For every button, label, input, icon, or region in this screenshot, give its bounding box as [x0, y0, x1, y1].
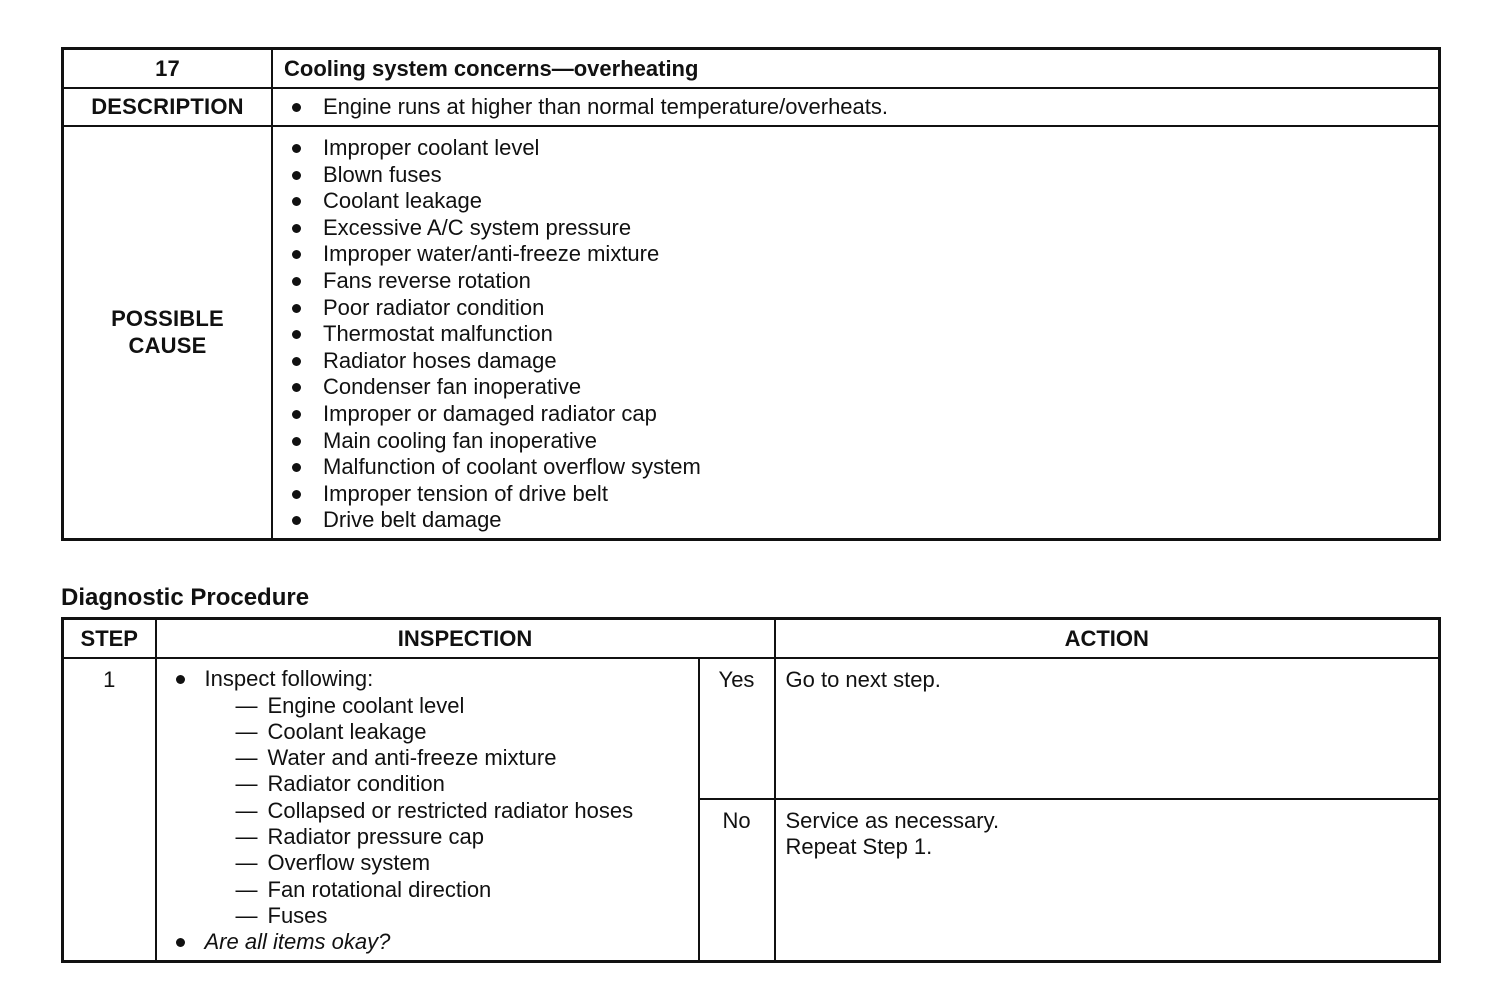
bullet-icon	[176, 938, 185, 947]
cause-item: Improper or damaged radiator cap	[290, 401, 1438, 428]
bullet-icon	[292, 224, 301, 233]
possible-cause-list	[272, 126, 1440, 539]
bullet-icon	[292, 171, 301, 180]
cause-item: Fans reverse rotation	[290, 268, 1438, 295]
cause-item: Excessive A/C system pressure	[290, 215, 1438, 242]
bullet-icon	[292, 330, 301, 339]
bullet-icon	[292, 277, 301, 286]
bullet-icon	[292, 437, 301, 446]
step-header: STEP	[63, 619, 156, 659]
concern-table	[61, 47, 1441, 541]
cause-item: Improper water/anti-freeze mixture	[290, 241, 1438, 268]
bullet-icon	[292, 383, 301, 392]
inspection-item: — Radiator condition	[235, 771, 445, 797]
cause-item: Improper tension of drive belt	[290, 481, 1438, 508]
inspection-item: — Engine coolant level	[235, 692, 465, 718]
no-label: No	[699, 799, 775, 962]
bullet-icon	[292, 357, 301, 366]
bullet-icon	[292, 410, 301, 419]
diagnostic-procedure-heading: Diagnostic Procedure	[61, 584, 310, 611]
bullet-icon	[292, 304, 301, 313]
description-item: Engine runs at higher than normal temperature/overheats.	[290, 94, 1438, 121]
cause-item: Thermostat malfunction	[290, 321, 1438, 348]
yes-action: Go to next step.	[775, 658, 1440, 799]
bullet-icon	[292, 250, 301, 259]
inspection-item: — Coolant leakage	[235, 718, 427, 744]
description-label: DESCRIPTION	[63, 88, 273, 126]
cause-item: Coolant leakage	[290, 188, 1438, 215]
inspection-item: — Fuses	[235, 902, 328, 928]
bullet-icon	[292, 197, 301, 206]
cause-item: Condenser fan inoperative	[290, 374, 1438, 401]
cause-item: Malfunction of coolant overflow system	[290, 454, 1438, 481]
inspection-item: — Collapsed or restricted radiator hoses	[235, 797, 634, 823]
inspection-item: — Water and anti-freeze mixture	[235, 745, 557, 771]
inspection-cell	[156, 658, 699, 961]
description-cell	[272, 88, 1440, 126]
inspection-header: INSPECTION	[156, 619, 775, 659]
cause-item: Radiator hoses damage	[290, 348, 1438, 375]
step-number: 1	[63, 658, 156, 961]
inspection-question: Are all items okay?	[174, 929, 698, 956]
inspection-item: — Radiator pressure cap	[235, 824, 484, 850]
cause-item: Improper coolant level	[290, 135, 1438, 162]
bullet-icon	[176, 675, 185, 684]
concern-number: 17	[63, 49, 273, 89]
bullet-icon	[292, 490, 301, 499]
yes-label: Yes	[699, 658, 775, 799]
bullet-icon	[292, 516, 301, 525]
possible-cause-label: POSSIBLE CAUSE	[63, 126, 273, 539]
cause-item: Drive belt damage	[290, 507, 1438, 534]
bullet-icon	[292, 144, 301, 153]
bullet-icon	[292, 103, 301, 112]
action-header: ACTION	[775, 619, 1440, 659]
cause-item: Blown fuses	[290, 162, 1438, 189]
bullet-icon	[292, 463, 301, 472]
inspection-intro: Inspect following: — Engine coolant level — Coolant leakage — Water and anti-freeze mixture — Radiator condition — Collapsed or restricted radiator hoses — Radiator pressure cap — Overflow system — Fan rotational direction — Fuses	[174, 666, 698, 929]
inspection-item: — Fan rotational direction	[235, 876, 492, 902]
no-action: Service as necessary. Repeat Step 1.	[775, 799, 1440, 962]
diagnostic-procedure-table	[61, 617, 1441, 963]
cause-item: Main cooling fan inoperative	[290, 428, 1438, 455]
concern-title: Cooling system concerns—overheating	[272, 49, 1440, 89]
cause-item: Poor radiator condition	[290, 295, 1438, 322]
inspection-item: — Overflow system	[235, 850, 431, 876]
